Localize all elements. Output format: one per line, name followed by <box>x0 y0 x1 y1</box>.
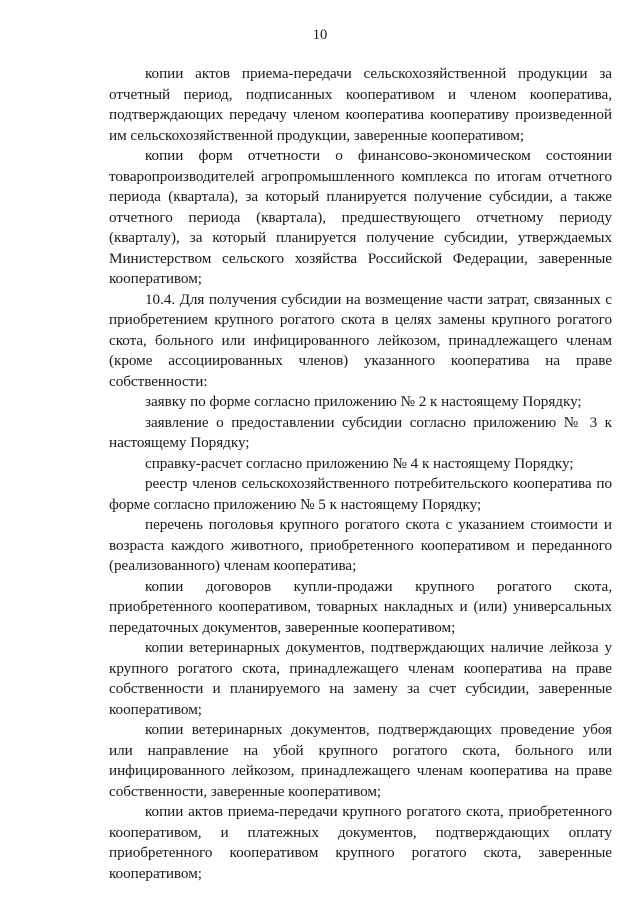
paragraph-transfer-acts: копии актов приема-передачи крупного рогатого скота, приобретенного кооперативом, и платежных документов, подтверждающих оплату приобретенного кооперативом крупного рогатого скота, заверенные кооперативом; <box>109 803 612 882</box>
paragraph-section-10-4: 10.4. Для получения субсидии на возмещение части затрат, связанных с приобретением крупного рогатого скота в целях замены крупного рогатого скота, больного или инфицированного лейкозом, принадлежащего членам (кроме ассоциированных членов) указанного кооператива на праве собственности: <box>109 290 612 390</box>
paragraph-vet-slaughter: копии ветеринарных документов, подтверждающих проведение убоя или направление на убой крупного рогатого скота, больного или инфицированного лейкозом, принадлежащего членам кооператива на праве собственности, заверенные кооперативом; <box>109 721 612 800</box>
paragraph-reporting-forms: копии форм отчетности о финансово-экономическом состоянии товаропроизводителей агропромышленного комплекса по итогам отчетного периода (квартала), за который планируется получение субсидии, а также отчетного периода (квартала), предшествующего отчетному периоду (кварталу), за который планируется получение субсидии, утверждаемых Министерством сельского хозяйства Российской Федерации, заверенные кооперативом; <box>109 147 612 287</box>
paragraph-member-register: реестр членов сельскохозяйственного потребительского кооператива по форме согласно приложению № 5 к настоящему Порядку; <box>109 475 612 513</box>
paragraph-application: заявку по форме согласно приложению № 2 к настоящему Порядку; <box>145 393 582 410</box>
paragraph-livestock-list: перечень поголовья крупного рогатого скота с указанием стоимости и возраста каждого животного, приобретенного кооперативом и переданного (реализованного) членам кооператива; <box>109 516 612 574</box>
paragraph-calculation: справку-расчет согласно приложению № 4 к настоящему Порядку; <box>145 454 574 472</box>
paragraph-acts-products: копии актов приема-передачи сельскохозяйственной продукции за отчетный период, подписанных кооперативом и членом кооператива, подтверждающих передачу членом кооператива кооперативу произведенной им сельскохозяйственной продукции, заверенные кооперативом; <box>109 65 612 144</box>
page-number: 10 <box>312 27 328 43</box>
paragraph-vet-leukemia: копии ветеринарных документов, подтверждающих наличие лейкоза у крупного рогатого скота, принадлежащего членам кооператива на праве собственности и планируемого на замену за счет субсидии, заверенные кооперативом; <box>109 639 612 718</box>
paragraph-subsidy-statement: заявление о предоставлении субсидии согласно приложению № 3 к настоящему Порядку; <box>109 413 612 451</box>
paragraph-purchase-contracts: копии договоров купли-продажи крупного рогатого скота, приобретенного кооперативом, товарных накладных и (или) универсальных передаточных документов, заверенные кооперативом; <box>109 577 612 636</box>
document-body <box>109 64 612 884</box>
